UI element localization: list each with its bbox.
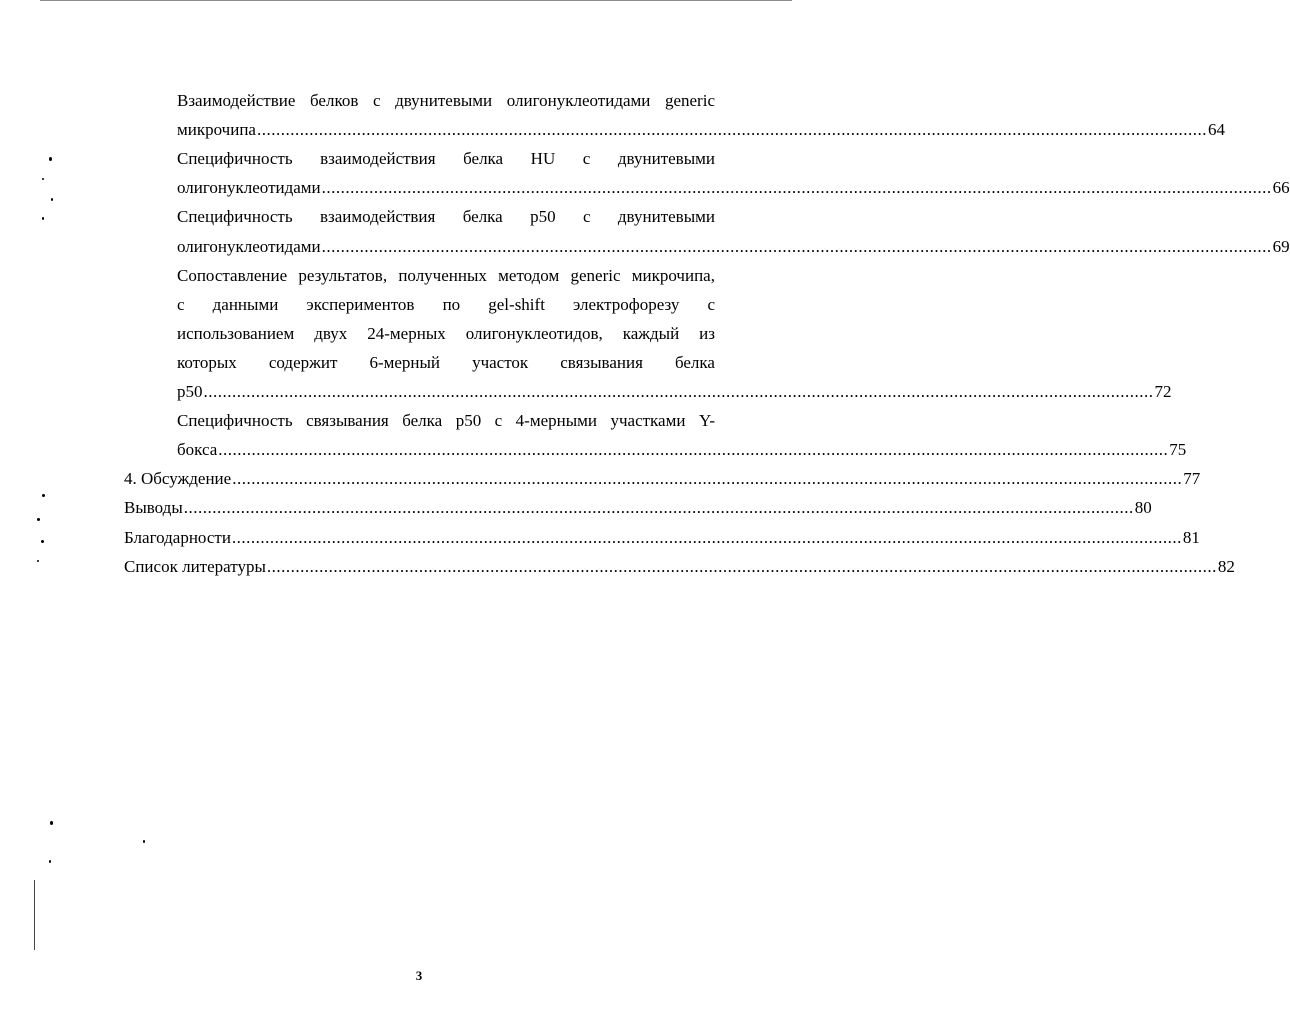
toc-word: двух: [314, 323, 348, 343]
page-number: 3: [415, 968, 423, 983]
toc-word: 24-мерных: [367, 323, 446, 343]
toc-word: двунитевыми: [617, 149, 715, 169]
dot-leader: ........................................................................................................................................................................................................: [266, 556, 1217, 576]
toc-entry[interactable]: [177, 381, 1172, 403]
toc-entry-title: 4. Обсуждение: [124, 469, 232, 489]
toc-word: двунитевыми: [395, 91, 493, 110]
toc-word: Сопоставление: [177, 265, 288, 285]
toc-entry-line: [177, 90, 715, 112]
toc-word: 6-мерный: [369, 352, 441, 372]
toc-page-number: 77: [1183, 469, 1201, 489]
toc-page-number: 75: [1169, 440, 1187, 460]
dot-leader: ........................................................................................................................................................................................................: [256, 120, 1207, 140]
scan-speck: [37, 560, 39, 562]
toc-word: с: [582, 149, 591, 169]
toc-page-number: 66: [1272, 178, 1290, 198]
toc-word: generic: [570, 265, 621, 285]
toc-word: с: [582, 207, 591, 227]
toc-word: gel-shift: [488, 294, 545, 314]
toc-entry-title: Выводы: [124, 498, 183, 518]
scan-speck: [51, 198, 53, 201]
toc-entry[interactable]: [124, 556, 1235, 578]
toc-word: 4-мерными: [515, 411, 598, 431]
dot-leader: ........................................................................................................................................................................................................: [231, 527, 1182, 547]
scan-speck: [42, 178, 44, 180]
toc-word: по: [442, 294, 461, 314]
toc-word: белков: [309, 91, 359, 110]
toc-word: р50: [455, 411, 482, 431]
scan-edge-line: [34, 880, 35, 950]
scan-speck: [41, 540, 44, 543]
dot-leader: ........................................................................................................................................................................................................: [203, 382, 1154, 401]
toc-entry-title: бокса: [177, 440, 218, 460]
toc-word: белка: [463, 149, 504, 169]
toc-entry-line: [177, 352, 715, 374]
toc-word: использованием: [177, 323, 295, 343]
toc-word: связывания: [306, 411, 389, 431]
toc-word: олигонуклеотидами: [506, 91, 651, 110]
toc-word: полученных: [398, 265, 487, 285]
toc-entry-line: [177, 410, 715, 432]
dot-leader: ........................................................................................................................................................................................................: [321, 178, 1272, 198]
toc-word: участок: [472, 352, 529, 372]
scan-speck: [50, 821, 53, 825]
toc-entry-line: [177, 148, 715, 170]
toc-entry-title: Список литературы: [124, 556, 266, 576]
toc-page-number: 80: [1134, 498, 1152, 518]
toc-word: участками: [610, 411, 686, 431]
toc-word: с: [177, 294, 185, 314]
toc-word: каждый: [622, 323, 680, 343]
toc-word: которых: [177, 352, 237, 372]
toc-entry-title: Благодарности: [124, 527, 231, 547]
toc-word: р50: [530, 207, 556, 227]
toc-word: взаимодействия: [320, 149, 436, 169]
dot-leader: ........................................................................................................................................................................................................: [183, 498, 1134, 518]
toc-page-number: 64: [1207, 120, 1225, 140]
toc-entry[interactable]: [177, 236, 1290, 258]
toc-word: электрофорезу: [573, 294, 680, 314]
toc-entry[interactable]: [124, 497, 1152, 519]
toc-word: содержит: [268, 352, 338, 372]
toc-word: с: [494, 411, 503, 431]
toc-entry[interactable]: [124, 468, 1201, 490]
scan-speck: [143, 840, 145, 843]
toc-word: с: [372, 91, 381, 110]
toc-entry[interactable]: [124, 527, 1200, 549]
toc-word: generic: [664, 91, 715, 110]
toc-page-number: 82: [1217, 556, 1235, 576]
dot-leader: ........................................................................................................................................................................................................: [218, 440, 1169, 460]
dot-leader: ........................................................................................................................................................................................................: [232, 469, 1183, 489]
toc-word: HU: [530, 149, 556, 169]
toc-word: двунитевыми: [617, 207, 715, 227]
toc-entry-title: олигонуклеотидами: [177, 178, 321, 198]
toc-entry[interactable]: [177, 119, 1225, 141]
toc-word: Y-: [698, 411, 715, 431]
toc-entry-line: [177, 294, 715, 316]
scan-speck: [49, 157, 52, 161]
dot-leader: ........................................................................................................................................................................................................: [321, 236, 1272, 256]
toc-word: Взаимодействие: [177, 91, 296, 110]
toc-entry-line: [177, 265, 715, 287]
toc-entry-line: [177, 206, 715, 228]
toc-entry-title: микрочипа: [177, 120, 256, 140]
scan-speck: [37, 518, 40, 521]
toc-entry[interactable]: [177, 439, 1187, 461]
toc-entry-line: [177, 323, 715, 345]
toc-word: взаимодействия: [319, 207, 436, 227]
toc-word: связывания: [560, 352, 643, 372]
toc-entry[interactable]: [177, 177, 1290, 199]
toc-word: белка: [402, 411, 443, 431]
toc-page-number: 69: [1272, 236, 1290, 256]
toc-word: Специфичность: [177, 149, 293, 169]
toc-page-number: 81: [1182, 527, 1200, 547]
toc-word: белка: [462, 207, 503, 227]
toc-word: экспериментов: [306, 294, 415, 314]
toc-word: с: [707, 294, 715, 314]
toc-entry-title: р50: [177, 382, 203, 401]
toc-page-number: 72: [1154, 382, 1172, 401]
toc-entry-title: олигонуклеотидами: [177, 236, 321, 256]
scan-speck: [42, 494, 45, 497]
scan-speck: [42, 217, 44, 220]
toc-word: белка: [674, 352, 715, 372]
toc-word: олигонуклеотидов,: [465, 323, 603, 343]
toc-word: результатов,: [298, 265, 388, 285]
toc-word: Специфичность: [177, 411, 293, 431]
toc-word: методом: [498, 265, 560, 285]
toc-word: из: [699, 323, 715, 343]
toc-word: микрочипа,: [631, 265, 715, 285]
toc-word: Специфичность: [177, 207, 293, 227]
toc-word: данными: [212, 294, 279, 314]
scan-speck: [49, 860, 51, 863]
